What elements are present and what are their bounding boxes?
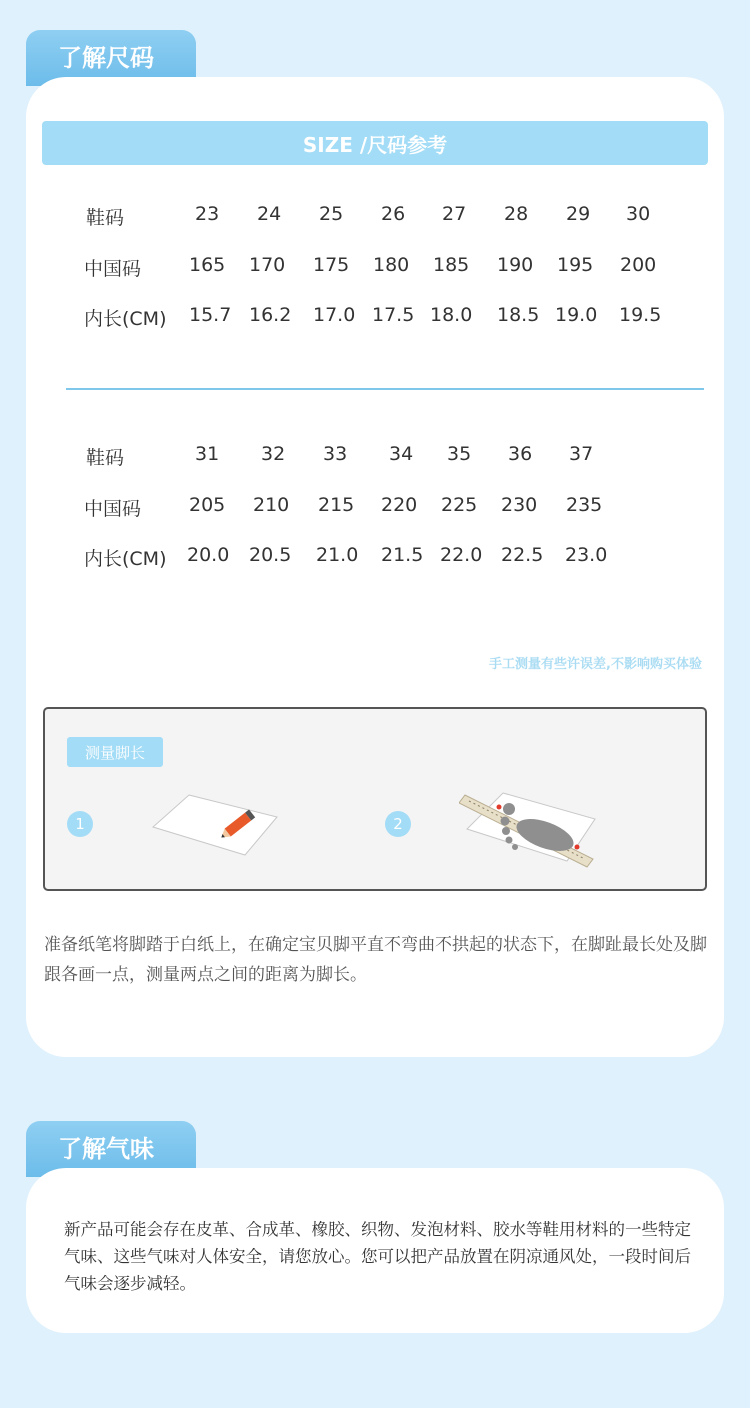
table-cell: 21.5 [381, 544, 424, 566]
row-label: 鞋码 [86, 447, 125, 469]
table-cell: 36 [508, 443, 533, 465]
heel-mark [575, 845, 580, 850]
paper-pencil-illustration [149, 791, 279, 857]
section-title-size: 了解尺码 [58, 44, 154, 72]
table-cell: 37 [569, 443, 594, 465]
row-label: 中国码 [84, 498, 142, 520]
table-cell: 16.2 [249, 304, 292, 326]
table-cell: 25 [319, 203, 344, 225]
step-number-1 [67, 811, 93, 837]
table-cell: 27 [442, 203, 467, 225]
table-cell: 200 [620, 254, 657, 276]
table-cell: 26 [381, 203, 406, 225]
section-title-smell: 了解气味 [58, 1135, 154, 1163]
table-cell: 34 [389, 443, 414, 465]
table-cell: 19.0 [555, 304, 598, 326]
size-banner-text: SIZE /尺码参考 [302, 132, 448, 157]
table-cell: 20.5 [249, 544, 292, 566]
smell-text: 新产品可能会存在皮革、合成革、橡胶、织物、发泡材料、胶水等鞋用材料的一些特定气味、这些气味对人体安全，请您放心。您可以把产品放置在阴凉通风处，一段时间后气味会逐步减轻。 [64, 1220, 691, 1293]
table-cell: 165 [189, 254, 226, 276]
table-divider [66, 388, 704, 390]
size-card [26, 77, 724, 1057]
table-cell: 32 [261, 443, 286, 465]
measure-label-text: 测量脚长 [84, 743, 145, 762]
table-cell: 210 [253, 494, 290, 516]
table-cell: 22.5 [501, 544, 544, 566]
table-cell: 28 [504, 203, 529, 225]
table-cell: 30 [626, 203, 651, 225]
table-cell: 185 [433, 254, 470, 276]
table-cell: 17.5 [372, 304, 415, 326]
smell-card [26, 1168, 724, 1333]
table-cell: 21.0 [316, 544, 359, 566]
table-cell: 195 [557, 254, 594, 276]
table-cell: 190 [497, 254, 534, 276]
step-number-text: 2 [393, 815, 403, 833]
table-cell: 17.0 [313, 304, 356, 326]
table-cell: 15.7 [189, 304, 232, 326]
measure-instructions: 准备纸笔将脚踏于白纸上，在确定宝贝脚平直不弯曲不拱起的状态下，在脚趾最长处及脚跟各画一点，测量两点之间的距离为脚长。 [44, 935, 707, 985]
table-cell: 235 [566, 494, 603, 516]
table-cell: 225 [441, 494, 478, 516]
table-cell: 29 [566, 203, 591, 225]
table-cell: 23 [195, 203, 220, 225]
table-cell: 35 [447, 443, 472, 465]
table-cell: 180 [373, 254, 410, 276]
measure-label [67, 737, 163, 767]
step-number-text: 1 [75, 815, 85, 833]
table-cell: 33 [323, 443, 348, 465]
table-cell: 215 [318, 494, 355, 516]
row-label: 鞋码 [86, 207, 125, 229]
row-label: 内长(CM) [84, 548, 167, 570]
table-cell: 19.5 [619, 304, 662, 326]
table-cell: 230 [501, 494, 538, 516]
paper-sheet [153, 795, 277, 855]
measurement-note: 手工测量有些许误差,不影响购买体验 [489, 657, 702, 672]
toe-mark [497, 805, 502, 810]
measure-box [43, 707, 707, 891]
table-cell: 24 [257, 203, 282, 225]
table-cell: 205 [189, 494, 226, 516]
table-cell: 20.0 [187, 544, 230, 566]
table-cell: 31 [195, 443, 220, 465]
table-cell: 220 [381, 494, 418, 516]
row-label: 内长(CM) [84, 308, 167, 330]
row-label: 中国码 [84, 258, 142, 280]
size-banner [42, 121, 708, 165]
table-cell: 22.0 [440, 544, 483, 566]
table-cell: 18.0 [430, 304, 473, 326]
table-cell: 23.0 [565, 544, 608, 566]
foot-ruler-illustration [459, 779, 599, 875]
step-number-2 [385, 811, 411, 837]
table-cell: 175 [313, 254, 350, 276]
table-cell: 170 [249, 254, 286, 276]
table-cell: 18.5 [497, 304, 540, 326]
